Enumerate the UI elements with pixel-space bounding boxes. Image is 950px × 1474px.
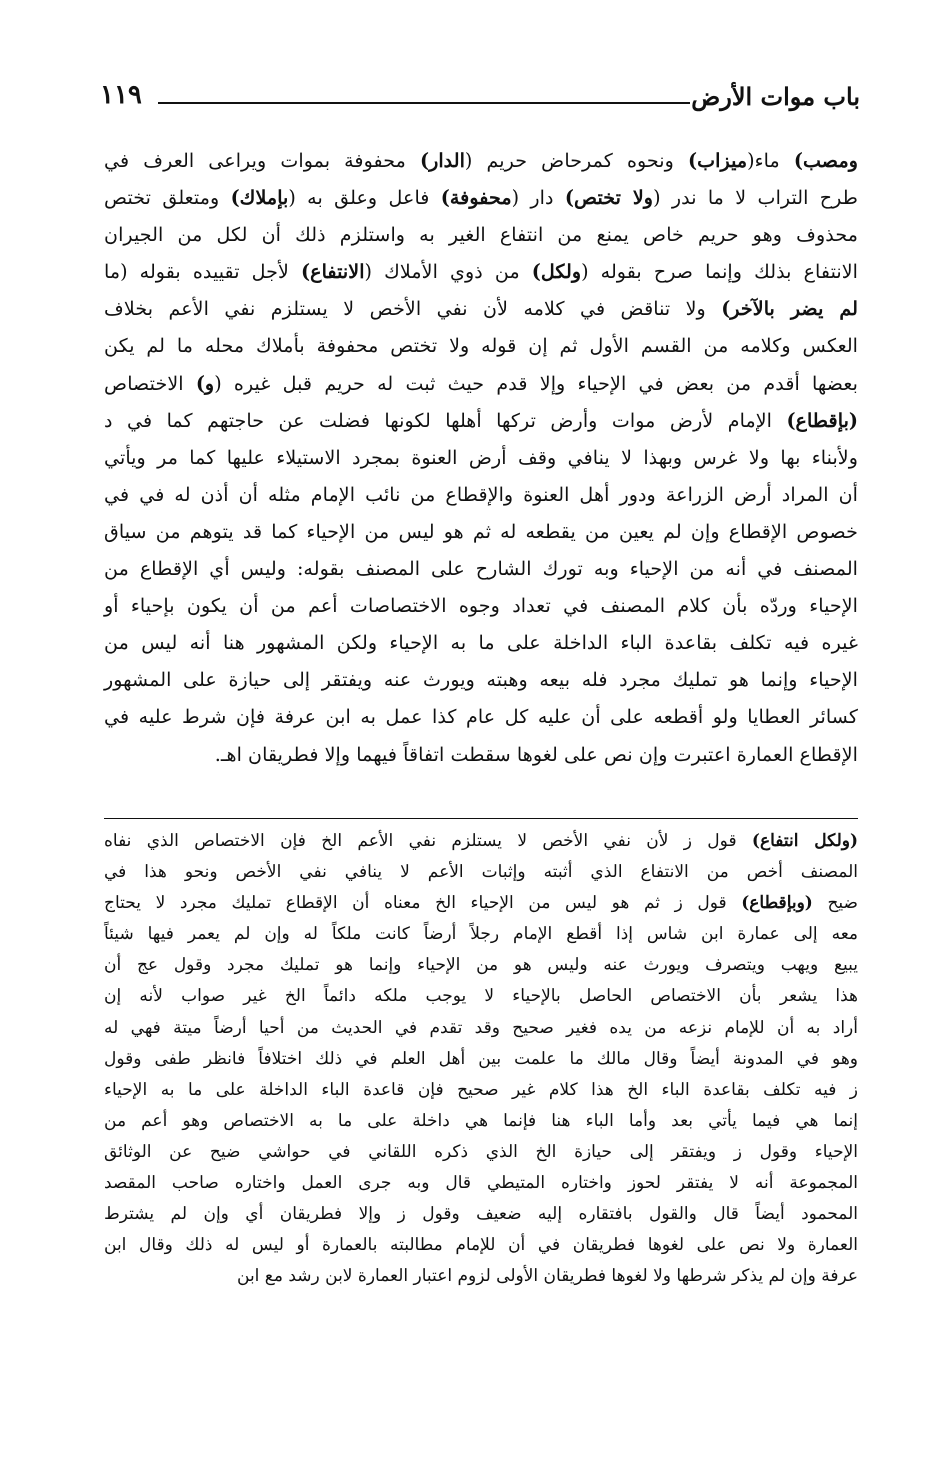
- main-text-line: [104, 513, 858, 550]
- bold-term: لم يضر بالآخر): [721, 297, 859, 321]
- text-run: طرح التراب لا ما ندر (: [653, 186, 859, 210]
- text-run: الانتفاع بذلك وإنما صرح بقوله (: [581, 260, 858, 284]
- footnote-line: [104, 888, 858, 919]
- footnote-line: [104, 919, 858, 950]
- text-run: هذا يشعر بأن الاختصاص الحاصل بالإحياء لا يوجب ملكه دائماً الخ غير صواب لأنه إن: [104, 986, 858, 1007]
- bold-term: و): [195, 371, 215, 395]
- page-header: [100, 80, 860, 124]
- footnote-line: [104, 1199, 858, 1230]
- text-run: العكس وكلامه من القسم الأول ثم إن قوله ولا تختص محفوفة بأملاك محله ما لم يكن: [104, 334, 858, 358]
- main-text-line: [104, 179, 858, 216]
- text-run: العمارة ولا نص على لغوها فطريقان في أن للإمام مطالبته بالعمارة أو ليس له ذلك وقال ابن: [104, 1235, 858, 1256]
- text-run: المحمود أيضاً قال والقول بافتقاره إليه ضعيف وقول ز وإلا فطريقان أي وإن لم يشترط: [104, 1204, 858, 1225]
- footnote-line: [104, 981, 858, 1012]
- text-run: ماء(: [747, 149, 794, 172]
- text-run: الاختصاص: [104, 371, 196, 395]
- bold-term: بإملاك): [230, 186, 289, 210]
- main-text-line: [104, 550, 858, 587]
- bold-term: الانتفاع): [301, 260, 365, 284]
- text-run: محفوفة بموات ويراعى العرف في: [104, 149, 420, 172]
- text-run: لأجل تقييده بقوله (ما: [104, 260, 302, 284]
- main-text-line: [104, 142, 858, 179]
- footnote-line: [104, 1013, 858, 1044]
- bold-term: ولكل): [531, 260, 582, 284]
- bold-term: (وبإقطاع): [741, 893, 813, 914]
- text-run: دار (: [511, 186, 565, 210]
- text-run: خصوص الإقطاع وإن لم يعين من يقطعه له ثم هو ليس من الإحياء كما قد يتوهم من سياق: [104, 519, 858, 543]
- main-text-line: [104, 736, 858, 773]
- footnote-line: [104, 857, 858, 888]
- bold-term: ومصب): [793, 149, 858, 172]
- text-run: ضيح: [812, 893, 858, 914]
- text-run: ز فيه تكلف بقاعدة الباء الخ هذا كلام غير صحيح فإن قاعدة الباء الداخلة على ما به الإحياء: [104, 1079, 858, 1100]
- text-run: إنما هي فيما يأتي بعد وأما الباء هنا فإنما هي داخلة على ما به الاختصاص وهو أعم من: [104, 1110, 858, 1131]
- text-run: الإحياء وقول ز ويفتقر إلى حيازة الخ الذي ذكره اللقاني في حواشي ضيح عن الوثائق: [104, 1141, 858, 1162]
- text-run: أن المراد أرض الزراعة ودور أهل العنوة والإقطاع من نائب الإمام مثله أن أذن له في في: [104, 482, 858, 506]
- footnote-line: [104, 1106, 858, 1137]
- main-text-line: [104, 587, 858, 624]
- bold-term: ولا تختص): [564, 186, 654, 210]
- footnote-line: [104, 1230, 858, 1261]
- main-text-line: [104, 327, 858, 364]
- text-run: ومتعلق تختص: [104, 186, 231, 210]
- text-run: أراد به أن للإمام نزعه من يده فغير صحيح وقد تقدم في الحديث من أحيا أرضاً ميتة فهي له: [104, 1017, 858, 1038]
- footnote-line: [104, 1261, 858, 1292]
- main-text-line: [104, 290, 858, 327]
- text-run: من ذوي الأملاك (: [364, 260, 532, 284]
- footnote-line: [104, 1075, 858, 1106]
- main-text-line: [104, 661, 858, 698]
- chapter-title: باب موات الأرض: [691, 82, 860, 111]
- text-run: بعضها أقدم من بعض في الإحياء وإلا قدم حيث ثبت له حريم قبل غيره (: [214, 371, 858, 395]
- text-run: قول ز لأن نفي الأخص لا يستلزم نفي الأعم الخ فإن الاختصاص الذي نفاه: [104, 831, 752, 851]
- bold-term: محفوفة): [440, 186, 512, 210]
- text-run: الإمام لأرض موات وأرض تركها أهلها لكونها فضلت عن حاجتهم كما في د: [104, 408, 787, 432]
- text-run: الإحياء وردّه بأن كلام المصنف في تعداد وجوه الاختصاصات أعم من أن يكون بإحياء أو: [104, 594, 858, 618]
- main-text-line: [104, 402, 858, 439]
- text-run: غيره فيه تكلف بقاعدة الباء الداخلة على ما به الإحياء ولكن المشهور هنا أنه ليس من: [104, 631, 858, 655]
- text-run: الإحياء وإنما هو تمليك مجرد فله بيعه وهبته ويورث عنه ويفتقر إلى حيازة على المشهور: [104, 668, 858, 692]
- footnote-line: [104, 1044, 858, 1075]
- bold-term: ميزاب): [688, 149, 748, 172]
- text-run: عرفة وإن لم يذكر شرطها ولا لغوها فطريقان الأولى لزوم اعتبار العمارة لابن رشد مع ابن: [237, 1266, 858, 1287]
- bold-term: الدار): [419, 149, 465, 172]
- footnote-line: [104, 826, 858, 857]
- footnote-line: [104, 1137, 858, 1168]
- text-run: محذوف وهو حريم خاص يمنع من انتفاع الغير به واستلزم ذلك أن لكل من الجيران: [104, 223, 858, 247]
- main-text-line: [104, 698, 858, 735]
- text-run: الإقطاع العمارة اعتبرت وإن نص على لغوها سقطت اتفاقاً فيهما وإلا فطريقان اهـ.: [214, 742, 858, 766]
- footnote-line: [104, 950, 858, 981]
- footnotes: [104, 826, 858, 1292]
- text-run: وهو في المدونة أيضاً وقال مالك ما علمت بين أهل العلم في ذلك اختلافاً فانظر طفى وقول: [104, 1048, 858, 1069]
- main-text-line: [104, 476, 858, 513]
- text-run: معه إلى عمارة ابن شاس إذا أقطع الإمام رجلاً أرضاً كانت ملكاً له وإن لم يعمر فيها شيئاً: [104, 924, 858, 945]
- text-run: المصنف أخص من الانتفاع الذي أثبته وإثبات الأعم لا ينافي نفي الأخص ونحو هذا في: [104, 862, 858, 883]
- main-text-line: [104, 365, 858, 402]
- text-run: المجموعة أنه لا يفتقر لحوز واختاره المتيطي قال وبه جرى العمل واختاره صاحب المقصد: [104, 1173, 858, 1194]
- main-text-line: [104, 253, 858, 290]
- text-run: ولا تناقض في كلامه لأن نفي الأخص لا يستلزم نفي الأعم بخلاف: [104, 297, 722, 321]
- main-text-line: [104, 216, 858, 253]
- text-run: كسائر العطايا ولو أقطعه على أن عليه كل عام كذا عمل به ابن عرفة فإن شرط عليه في: [104, 705, 858, 729]
- bold-term: (بإقطاع): [786, 408, 858, 432]
- text-run: يبيع ويهب ويتصرف ويورث عنه وليس هو من الإحياء وإنما هو تمليك مجرد وقول عج أن: [104, 955, 858, 976]
- text-run: ونحوه كمرحاض حريم (: [464, 149, 689, 172]
- page-number: ١١٩: [100, 80, 142, 110]
- main-text-line: [104, 439, 858, 476]
- text-run: ولأبناء بها ولا غرس وبهذا لا ينافي وقف أرض العنوة بمجرد الاستيلاء عليها كما مر ويأتي: [104, 445, 858, 469]
- text-run: فاعل وعلق به (: [288, 186, 441, 210]
- text-run: المصنف في أنه من الإحياء وبه تورك الشارح على المصنف بقوله: وليس أي الإقطاع من: [104, 557, 858, 581]
- main-text: [104, 142, 858, 773]
- footnote-line: [104, 1168, 858, 1199]
- footnote-divider: [104, 818, 858, 819]
- bold-term: (ولكل انتفاع): [751, 831, 858, 851]
- main-text-line: [104, 624, 858, 661]
- header-rule: [158, 102, 690, 104]
- text-run: قول ز ثم هو ليس من الإحياء الخ معناه أن الإقطاع تمليك مجرد لا يحتاج: [104, 893, 742, 914]
